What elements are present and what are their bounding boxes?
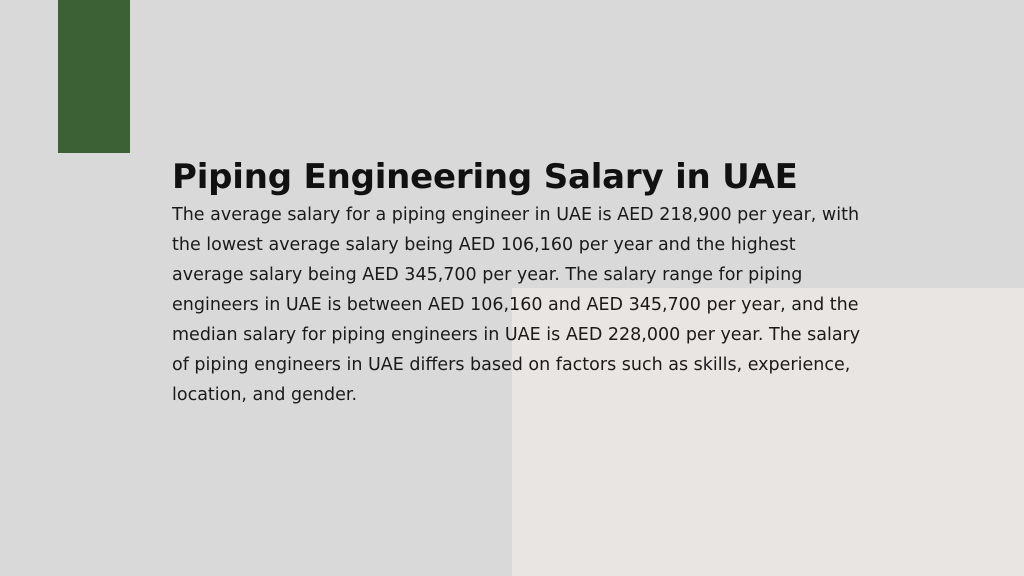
content-block	[172, 155, 872, 410]
slide-body-text: The average salary for a piping engineer in UAE is AED 218,900 per year, with the lowest average salary being AED 106,160 per year and the highest average salary being AED 345,700 per year. The salary range for piping engineers in UAE is between AED 106,160 and AED 345,700 per year, and the median salary for piping engineers in UAE is AED 228,000 per year. The salary of piping engineers in UAE differs based on factors such as skills, experience, location, and gender.	[172, 205, 861, 405]
accent-bar	[58, 0, 130, 153]
slide-title: Piping Engineering Salary in UAE	[172, 157, 798, 197]
